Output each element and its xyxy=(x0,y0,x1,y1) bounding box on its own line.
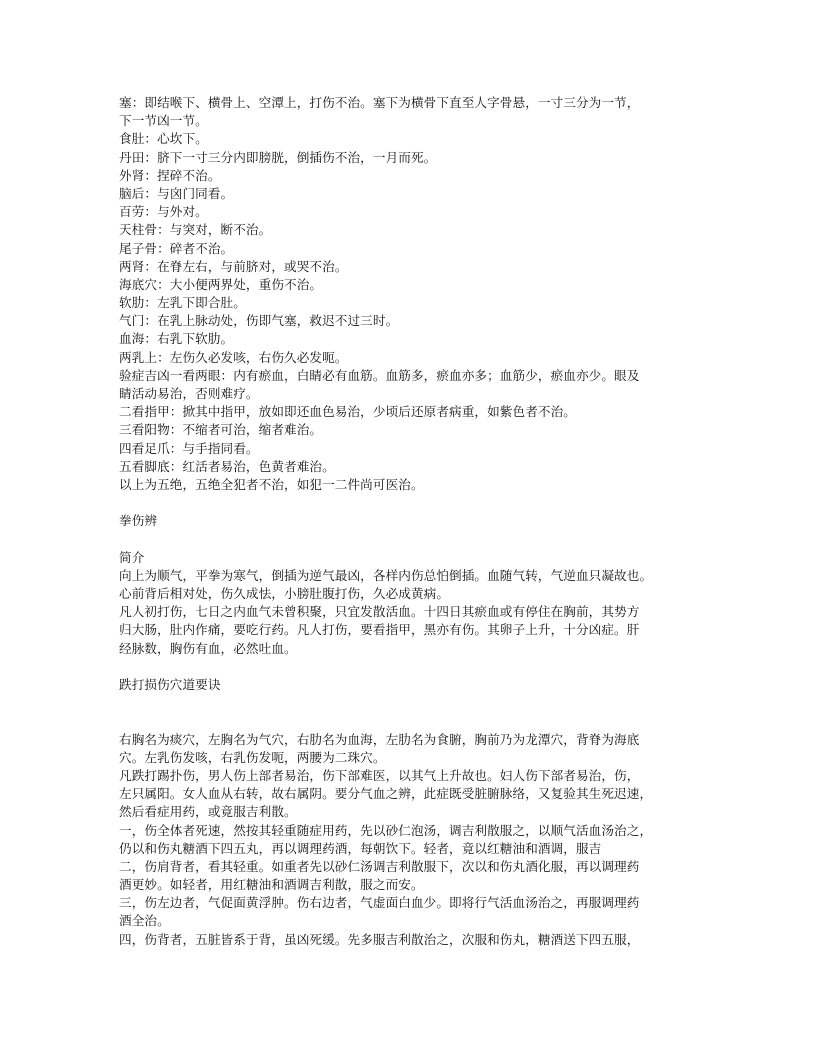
text-line: 二，伤肩背者，看其轻重。如重者先以砂仁汤调吉利散服下，次以和伤丸酒化服，再以调理药 xyxy=(119,858,640,874)
text-line: 经脉数，胸伤有血，必然吐血。 xyxy=(119,640,297,656)
text-line: 验症吉凶一看两眼：内有瘀血，白睛必有血筋。血筋多，瘀血亦多；血筋少，瘀血亦少。眼及 xyxy=(119,367,640,383)
text-line: 外肾：捏碎不治。 xyxy=(119,167,221,183)
text-line: 下一节凶一节。 xyxy=(119,113,208,129)
section-heading: 跌打损伤穴道要诀 xyxy=(119,677,221,692)
text-line: 酒全治。 xyxy=(119,913,170,929)
text-line: 食肚：心坎下。 xyxy=(119,131,208,147)
blank-spacer xyxy=(119,658,699,676)
text-line: 丹田：脐下一寸三分内即膀胱，倒插伤不治，一月而死。 xyxy=(119,149,437,165)
text-line: 天柱骨：与突对，断不治。 xyxy=(119,222,272,238)
blank-spacer xyxy=(119,694,699,730)
text-line: 气门：在乳上脉动处，伤即气塞，救迟不过三时。 xyxy=(119,313,399,329)
text-line: 向上为顺气，平拳为寒气，倒插为逆气最凶，各样内伤总怕倒插。血随气转，气逆血只凝故也。 xyxy=(119,567,653,583)
section-heading: 简介 xyxy=(119,549,145,565)
text-line: 血海：右乳下软肋。 xyxy=(119,331,234,347)
text-line: 尾子骨：碎者不治。 xyxy=(119,240,234,256)
text-line: 穴。左乳伤发咳，右乳伤发呃，两腰为二珠穴。 xyxy=(119,749,386,765)
text-line: 二看指甲：掀其中指甲，放如即还血色易治，少顷后还原者病重，如紫色者不治。 xyxy=(119,404,576,420)
blank-spacer xyxy=(119,494,699,512)
text-line: 百劳：与外对。 xyxy=(119,204,208,220)
text-line: 五看脚底：红活者易治，色黄者难治。 xyxy=(119,458,335,474)
text-line: 然后看症用药，或竟服吉利散。 xyxy=(119,804,297,820)
text-line: 四，伤背者，五脏皆系于背，虽凶死缓。先多服吉利散治之，次服和伤丸，糖酒送下四五服， xyxy=(119,931,640,947)
text-line: 海底穴：大小便两界处，重伤不治。 xyxy=(119,276,323,292)
text-line: 两肾：在脊左右，与前脐对，或哭不治。 xyxy=(119,258,348,274)
text-line: 三，伤左边者，气促面黄浮肿。伤右边者，气虚面白血少。即将行气活血汤治之，再服调理药 xyxy=(119,895,640,911)
text-line: 脑后：与囟门同看。 xyxy=(119,185,234,201)
text-line: 归大肠，肚内作痛，要吃行药。凡人打伤，要看指甲，黑亦有伤。其卵子上升，十分凶症。肝 xyxy=(119,622,640,638)
text-line: 四看足爪：与手指同看。 xyxy=(119,440,259,456)
section-heading: 拳伤辨 xyxy=(119,513,158,529)
text-line: 心前背后相对处，伤久成怯，小膀肚腹打伤，久必成黄病。 xyxy=(119,586,450,602)
text-line: 两乳上：左伤久必发咳，右伤久必发呃。 xyxy=(119,349,348,365)
text-line: 右胸名为痰穴，左胸名为气穴，右肋名为血海，左肋名为食腑，胸前乃为龙潭穴，背脊为海底 xyxy=(119,731,640,747)
document-page xyxy=(119,94,699,949)
text-line: 一，伤全体者死速，然按其轻重随症用药，先以砂仁泡汤，调吉利散服之，以顺气活血汤治之， xyxy=(119,822,653,838)
text-line: 塞：即结喉下、横骨上、空潭上，打伤不治。塞下为横骨下直至人字骨悬，一寸三分为一节， xyxy=(119,95,640,110)
text-line: 以上为五绝，五绝全犯者不治，如犯一二件尚可医治。 xyxy=(119,476,424,492)
blank-spacer xyxy=(119,531,699,549)
text-line: 睛活动易治，否则难疗。 xyxy=(119,386,259,401)
text-line: 仍以和伤丸糖酒下四五丸，再以调理药酒，每朝饮下。轻者，竟以红糖油和酒调，服吉 xyxy=(119,840,602,856)
text-line: 软肋：左乳下即合肚。 xyxy=(119,295,246,311)
text-line: 左只属阳。女人血从右转，故右属阴。要分气血之辨，此症既受脏腑脉络，又复验其生死迟速， xyxy=(119,786,653,802)
text-line: 凡人初打伤，七日之内血气未曾积聚，只宜发散活血。十四日其瘀血或有停住在胸前，其势方 xyxy=(119,604,640,620)
text-line: 三看阳物：不缩者可治，缩者难治。 xyxy=(119,422,323,438)
text-line: 凡跌打踢扑伤，男人伤上部者易治，伤下部难医，以其气上升故也。妇人伤下部者易治，伤， xyxy=(119,767,640,783)
text-line: 酒更妙。如轻者，用红糖油和酒调吉利散，服之而安。 xyxy=(119,877,424,893)
